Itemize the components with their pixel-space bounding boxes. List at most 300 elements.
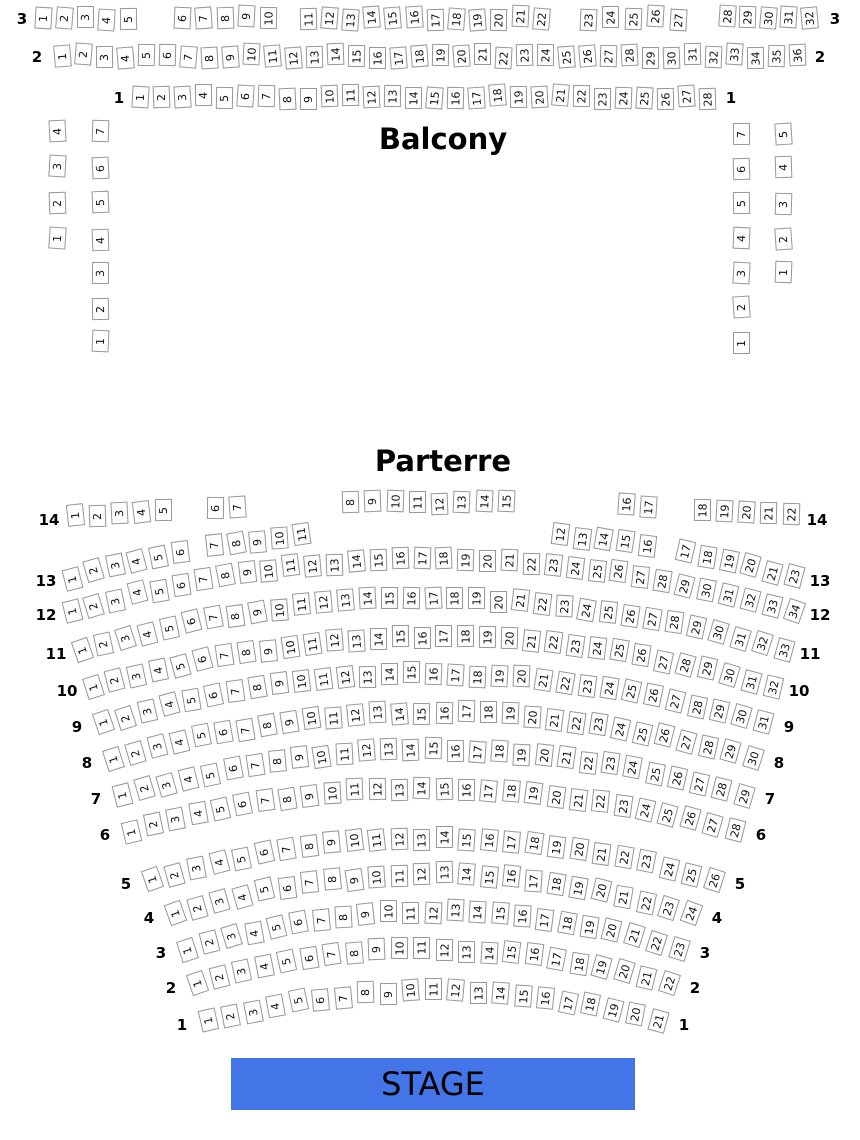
- seat[interactable]: [409, 491, 426, 513]
- seat[interactable]: [181, 688, 201, 713]
- seat[interactable]: [617, 493, 635, 516]
- seat[interactable]: [357, 739, 376, 762]
- seat[interactable]: [752, 709, 774, 735]
- seat[interactable]: [391, 703, 410, 726]
- seat[interactable]: [613, 794, 633, 818]
- seat[interactable]: [614, 844, 634, 869]
- seat[interactable]: [126, 549, 148, 575]
- seat[interactable]: [206, 497, 223, 519]
- seat[interactable]: [593, 527, 614, 552]
- seat[interactable]: [740, 669, 762, 695]
- seat[interactable]: [61, 566, 83, 592]
- seat[interactable]: [469, 901, 487, 924]
- seat[interactable]: [370, 627, 387, 649]
- seat[interactable]: [613, 885, 633, 910]
- seat[interactable]: [248, 530, 267, 553]
- seat[interactable]: [479, 779, 498, 802]
- seat[interactable]: [718, 5, 736, 28]
- seat[interactable]: [83, 593, 106, 619]
- seat[interactable]: [55, 6, 74, 29]
- seat[interactable]: [220, 923, 243, 949]
- seat[interactable]: [679, 900, 703, 927]
- seat[interactable]: [490, 664, 508, 687]
- seat[interactable]: [468, 8, 487, 31]
- seat[interactable]: [137, 44, 154, 66]
- seat[interactable]: [302, 632, 322, 656]
- seat[interactable]: [215, 87, 232, 109]
- seat[interactable]: [557, 990, 578, 1015]
- seat[interactable]: [501, 702, 519, 725]
- seat[interactable]: [480, 828, 499, 852]
- seat[interactable]: [544, 553, 563, 577]
- seat[interactable]: [188, 801, 209, 826]
- seat[interactable]: [259, 639, 278, 663]
- seat[interactable]: [677, 85, 695, 108]
- seat[interactable]: [102, 746, 125, 772]
- seat[interactable]: [636, 848, 657, 873]
- seat[interactable]: [159, 616, 180, 641]
- seat[interactable]: [263, 44, 282, 67]
- seat[interactable]: [642, 606, 662, 631]
- seat[interactable]: [221, 45, 240, 68]
- seat[interactable]: [292, 592, 311, 616]
- seat[interactable]: [70, 636, 93, 662]
- seat[interactable]: [194, 7, 213, 30]
- seat[interactable]: [568, 876, 589, 901]
- seat[interactable]: [730, 703, 752, 729]
- seat[interactable]: [579, 751, 598, 775]
- seat[interactable]: [547, 835, 567, 859]
- seat[interactable]: [513, 744, 531, 767]
- seat[interactable]: [181, 608, 203, 633]
- seat[interactable]: [480, 941, 498, 964]
- seat[interactable]: [739, 6, 757, 28]
- seat[interactable]: [535, 908, 555, 932]
- seat[interactable]: [324, 706, 342, 729]
- seat[interactable]: [158, 44, 176, 66]
- seat[interactable]: [625, 1002, 646, 1027]
- seat[interactable]: [209, 888, 231, 914]
- seat[interactable]: [345, 867, 365, 891]
- seat[interactable]: [602, 997, 624, 1023]
- seat[interactable]: [760, 501, 777, 523]
- seat[interactable]: [497, 489, 515, 512]
- seat[interactable]: [413, 703, 430, 725]
- seat[interactable]: [402, 902, 419, 924]
- seat[interactable]: [287, 987, 308, 1012]
- seat[interactable]: [588, 636, 608, 660]
- seat[interactable]: [614, 86, 632, 109]
- seat[interactable]: [658, 856, 680, 881]
- seat[interactable]: [646, 5, 664, 28]
- seat[interactable]: [226, 530, 247, 555]
- seat[interactable]: [170, 540, 190, 564]
- seat[interactable]: [402, 739, 420, 762]
- seat[interactable]: [413, 937, 430, 959]
- seat[interactable]: [228, 495, 246, 518]
- seat[interactable]: [683, 43, 701, 65]
- seat[interactable]: [523, 553, 540, 575]
- seat[interactable]: [299, 946, 319, 970]
- seat[interactable]: [643, 683, 664, 708]
- seat[interactable]: [708, 699, 730, 724]
- seat[interactable]: [369, 549, 387, 572]
- seat[interactable]: [514, 984, 533, 1007]
- seat[interactable]: [313, 667, 333, 691]
- seat[interactable]: [402, 587, 420, 609]
- seat[interactable]: [257, 84, 275, 106]
- seat[interactable]: [715, 499, 733, 522]
- seat[interactable]: [413, 547, 431, 570]
- seat[interactable]: [718, 662, 741, 688]
- seat[interactable]: [620, 44, 638, 67]
- seat[interactable]: [323, 782, 341, 805]
- seat[interactable]: [74, 42, 93, 65]
- seat[interactable]: [490, 9, 507, 31]
- seat[interactable]: [579, 9, 597, 32]
- seat[interactable]: [761, 593, 783, 618]
- seat[interactable]: [259, 559, 278, 582]
- seat[interactable]: [48, 192, 66, 215]
- seat[interactable]: [146, 733, 168, 759]
- seat[interactable]: [774, 155, 792, 178]
- seat[interactable]: [173, 85, 191, 108]
- seat[interactable]: [572, 527, 592, 551]
- seat[interactable]: [623, 922, 646, 948]
- seat[interactable]: [413, 777, 431, 800]
- seat[interactable]: [425, 87, 444, 110]
- seat[interactable]: [698, 734, 719, 759]
- seat[interactable]: [657, 970, 680, 996]
- seat[interactable]: [446, 899, 464, 922]
- seat[interactable]: [243, 1000, 264, 1025]
- seat[interactable]: [458, 941, 475, 963]
- seat[interactable]: [580, 992, 601, 1017]
- seat[interactable]: [158, 692, 180, 718]
- seat[interactable]: [368, 778, 385, 800]
- seat[interactable]: [593, 88, 610, 110]
- seat[interactable]: [557, 910, 578, 935]
- seat[interactable]: [178, 766, 200, 791]
- seat[interactable]: [305, 46, 323, 68]
- seat[interactable]: [91, 262, 108, 284]
- seat[interactable]: [127, 580, 149, 606]
- seat[interactable]: [624, 8, 642, 31]
- seat[interactable]: [515, 44, 533, 66]
- seat[interactable]: [762, 674, 784, 699]
- seat[interactable]: [163, 900, 186, 926]
- seat[interactable]: [782, 503, 800, 525]
- seat[interactable]: [480, 865, 499, 889]
- seat[interactable]: [720, 738, 742, 764]
- seat[interactable]: [635, 797, 657, 822]
- seat[interactable]: [657, 802, 679, 828]
- seat[interactable]: [237, 561, 257, 585]
- seat[interactable]: [401, 979, 420, 1002]
- seat[interactable]: [358, 666, 375, 688]
- seat[interactable]: [602, 6, 619, 28]
- seat[interactable]: [347, 44, 364, 66]
- seat[interactable]: [171, 573, 191, 597]
- seat[interactable]: [732, 332, 749, 354]
- seat[interactable]: [546, 946, 567, 971]
- seat[interactable]: [569, 788, 589, 812]
- seat[interactable]: [746, 47, 763, 69]
- seat[interactable]: [647, 1008, 669, 1034]
- seat[interactable]: [132, 500, 152, 524]
- seat[interactable]: [193, 566, 213, 590]
- seat[interactable]: [391, 937, 408, 959]
- seat[interactable]: [732, 192, 749, 214]
- seat[interactable]: [281, 554, 301, 578]
- seat[interactable]: [300, 784, 320, 808]
- seat[interactable]: [381, 587, 398, 609]
- seat[interactable]: [458, 779, 475, 801]
- seat[interactable]: [369, 700, 387, 723]
- seat[interactable]: [588, 712, 608, 736]
- seat[interactable]: [163, 862, 185, 888]
- seat[interactable]: [424, 663, 442, 686]
- seat[interactable]: [197, 1008, 219, 1033]
- seat[interactable]: [131, 86, 149, 109]
- seat[interactable]: [91, 708, 114, 734]
- seat[interactable]: [551, 84, 570, 107]
- seat[interactable]: [475, 490, 493, 513]
- seat[interactable]: [453, 490, 471, 513]
- seat[interactable]: [205, 533, 224, 557]
- seat[interactable]: [91, 191, 109, 214]
- seat[interactable]: [679, 805, 701, 831]
- seat[interactable]: [524, 831, 544, 855]
- seat[interactable]: [300, 870, 319, 894]
- seat[interactable]: [767, 45, 785, 68]
- seat[interactable]: [208, 849, 230, 875]
- seat[interactable]: [711, 776, 733, 801]
- seat[interactable]: [435, 777, 453, 799]
- seat[interactable]: [732, 296, 750, 319]
- seat[interactable]: [457, 828, 476, 851]
- seat[interactable]: [467, 86, 485, 109]
- seat[interactable]: [326, 553, 344, 576]
- seat[interactable]: [513, 905, 531, 928]
- seat[interactable]: [435, 861, 453, 883]
- seat[interactable]: [335, 743, 353, 766]
- seat[interactable]: [719, 548, 740, 573]
- seat[interactable]: [345, 942, 364, 965]
- seat[interactable]: [742, 745, 765, 771]
- seat[interactable]: [152, 85, 170, 108]
- seat[interactable]: [277, 876, 297, 900]
- seat[interactable]: [202, 682, 223, 707]
- seat[interactable]: [200, 762, 221, 787]
- seat[interactable]: [194, 83, 211, 105]
- seat[interactable]: [739, 587, 761, 613]
- seat[interactable]: [266, 914, 288, 939]
- seat[interactable]: [155, 499, 172, 521]
- seat[interactable]: [320, 85, 338, 108]
- seat[interactable]: [91, 229, 109, 252]
- seat[interactable]: [237, 4, 255, 27]
- seat[interactable]: [413, 829, 430, 851]
- seat[interactable]: [546, 785, 566, 809]
- seat[interactable]: [664, 610, 684, 634]
- seat[interactable]: [358, 587, 376, 610]
- seat[interactable]: [641, 47, 658, 69]
- seat[interactable]: [322, 942, 342, 966]
- seat[interactable]: [609, 638, 630, 663]
- seat[interactable]: [140, 866, 163, 892]
- seat[interactable]: [733, 783, 756, 809]
- seat[interactable]: [257, 713, 278, 738]
- seat[interactable]: [277, 836, 297, 861]
- seat[interactable]: [446, 663, 464, 686]
- seat[interactable]: [82, 557, 104, 583]
- seat[interactable]: [530, 86, 548, 109]
- seat[interactable]: [424, 587, 442, 610]
- seat[interactable]: [569, 837, 589, 861]
- seat[interactable]: [65, 503, 84, 527]
- seat[interactable]: [615, 529, 635, 553]
- seat[interactable]: [91, 298, 108, 320]
- seat[interactable]: [773, 638, 795, 664]
- seat[interactable]: [435, 625, 452, 647]
- seat[interactable]: [386, 489, 404, 512]
- seat[interactable]: [696, 578, 717, 603]
- seat[interactable]: [662, 47, 680, 70]
- seat[interactable]: [446, 587, 463, 609]
- seat[interactable]: [703, 867, 726, 893]
- seat[interactable]: [457, 549, 474, 571]
- seat[interactable]: [657, 895, 680, 921]
- seat[interactable]: [509, 86, 526, 108]
- seat[interactable]: [725, 42, 743, 65]
- seat[interactable]: [320, 6, 339, 29]
- seat[interactable]: [488, 83, 507, 106]
- seat[interactable]: [322, 831, 341, 854]
- seat[interactable]: [342, 491, 360, 513]
- seat[interactable]: [623, 755, 644, 780]
- seat[interactable]: [236, 640, 256, 664]
- seat[interactable]: [364, 490, 382, 513]
- seat[interactable]: [783, 563, 805, 589]
- seat[interactable]: [391, 547, 409, 570]
- seat[interactable]: [379, 983, 396, 1005]
- seat[interactable]: [653, 649, 674, 674]
- seat[interactable]: [457, 625, 474, 647]
- seat[interactable]: [383, 6, 402, 29]
- seat[interactable]: [599, 676, 619, 700]
- seat[interactable]: [215, 643, 235, 667]
- seat[interactable]: [491, 902, 510, 925]
- seat[interactable]: [362, 6, 381, 29]
- seat[interactable]: [532, 7, 551, 30]
- seat[interactable]: [48, 226, 66, 249]
- seat[interactable]: [572, 85, 589, 107]
- seat[interactable]: [311, 989, 330, 1013]
- seat[interactable]: [325, 628, 344, 651]
- seat[interactable]: [220, 1003, 241, 1028]
- seat[interactable]: [512, 664, 530, 687]
- seat[interactable]: [533, 668, 553, 692]
- seat[interactable]: [436, 939, 453, 961]
- seat[interactable]: [98, 8, 116, 31]
- seat[interactable]: [231, 884, 253, 910]
- seat[interactable]: [93, 632, 114, 657]
- seat[interactable]: [601, 917, 623, 942]
- seat[interactable]: [724, 818, 746, 843]
- seat[interactable]: [501, 627, 519, 649]
- seat[interactable]: [788, 44, 806, 67]
- seat[interactable]: [254, 839, 275, 864]
- seat[interactable]: [187, 856, 208, 881]
- seat[interactable]: [215, 563, 236, 588]
- seat[interactable]: [774, 228, 792, 251]
- seat[interactable]: [114, 625, 137, 651]
- seat[interactable]: [367, 828, 386, 852]
- seat[interactable]: [124, 740, 147, 766]
- seat[interactable]: [235, 718, 255, 742]
- seat[interactable]: [675, 538, 697, 563]
- seat[interactable]: [631, 643, 651, 667]
- seat[interactable]: [105, 553, 126, 578]
- seat[interactable]: [431, 44, 448, 66]
- seat[interactable]: [192, 646, 214, 672]
- seat[interactable]: [383, 85, 400, 107]
- seat[interactable]: [148, 544, 169, 569]
- seat[interactable]: [645, 930, 668, 956]
- seat[interactable]: [613, 958, 636, 984]
- seat[interactable]: [95, 46, 112, 68]
- seat[interactable]: [435, 547, 453, 570]
- seat[interactable]: [551, 522, 571, 546]
- seat[interactable]: [288, 910, 309, 935]
- seat[interactable]: [637, 534, 657, 558]
- seat[interactable]: [591, 789, 610, 813]
- seat[interactable]: [632, 721, 654, 746]
- seat[interactable]: [479, 626, 496, 648]
- seat[interactable]: [300, 834, 320, 858]
- seat[interactable]: [701, 812, 723, 838]
- seat[interactable]: [610, 717, 631, 742]
- seat[interactable]: [566, 711, 586, 735]
- seat[interactable]: [82, 674, 105, 700]
- seat[interactable]: [774, 261, 792, 284]
- seat[interactable]: [426, 9, 443, 31]
- seat[interactable]: [546, 872, 566, 897]
- seat[interactable]: [599, 45, 617, 68]
- seat[interactable]: [590, 954, 612, 980]
- seat[interactable]: [110, 502, 128, 525]
- seat[interactable]: [740, 552, 762, 578]
- seat[interactable]: [732, 227, 750, 250]
- seat[interactable]: [631, 566, 650, 590]
- seat[interactable]: [133, 775, 156, 801]
- seat[interactable]: [469, 982, 486, 1004]
- seat[interactable]: [774, 193, 792, 215]
- seat[interactable]: [522, 629, 541, 653]
- seat[interactable]: [577, 674, 597, 698]
- seat[interactable]: [782, 598, 805, 624]
- seat[interactable]: [368, 938, 386, 961]
- seat[interactable]: [404, 87, 421, 109]
- seat[interactable]: [669, 9, 687, 32]
- seat[interactable]: [255, 788, 275, 812]
- seat[interactable]: [779, 6, 797, 29]
- seat[interactable]: [268, 749, 287, 772]
- seat[interactable]: [126, 664, 147, 689]
- seat[interactable]: [696, 656, 717, 681]
- seat[interactable]: [413, 627, 430, 649]
